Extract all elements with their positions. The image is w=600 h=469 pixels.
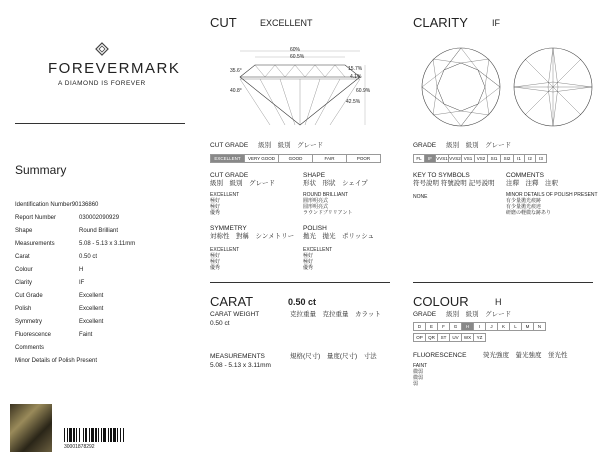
scale-cell: FAIR	[312, 154, 347, 163]
cut-grade-scale	[210, 154, 380, 163]
cutgrade-values: EXCELLENT 極好 極好 優秀	[210, 192, 240, 216]
cut-grade-label: CUT GRADE 級別 級別 グレード	[210, 142, 324, 149]
scale-cell: VVS1	[436, 156, 448, 161]
clarity-grade-scale	[413, 154, 546, 163]
cutgrade-label: CUT GRADE	[210, 172, 249, 179]
clarity-grade-label: GRADE 級別 級別 グレード	[413, 142, 512, 149]
clarity-title: CLARITY	[413, 15, 468, 30]
summary-value: 030002090929	[79, 215, 120, 221]
brand-logo-icon	[95, 42, 109, 61]
summary-value: Excellent	[79, 306, 104, 312]
fluorescence-values: FAINT 微弱 微弱 弱	[413, 363, 428, 387]
scale-cell: G	[449, 322, 462, 331]
summary-key: Shape	[15, 228, 33, 234]
summary-row	[15, 277, 185, 290]
shape-values: ROUND BRILLIANT 圓形明亮式 圆形明亮式 ラウンドブリリアント	[303, 192, 353, 216]
scale-cell: YZ	[473, 333, 486, 342]
scale-cell: H	[461, 322, 474, 331]
symmetry-label: SYMMETRY	[210, 225, 247, 232]
carat-weight-jp: 克拉重量 克拉重量 カラット	[290, 311, 381, 318]
prop-depth: 60.9%	[356, 88, 371, 94]
summary-row	[15, 355, 185, 368]
scale-cell: QR	[425, 333, 438, 342]
polish-jp: 拋光 拋光 ポリッシュ	[303, 233, 375, 240]
summary-row	[15, 290, 185, 303]
summary-row	[15, 238, 185, 251]
carat-weight-value: 0.50 ct	[210, 320, 230, 327]
scale-cell: ST	[437, 333, 450, 342]
clarity-value: IF	[492, 18, 500, 28]
summary-value: Round Brilliant	[79, 228, 119, 234]
scale-cell: D	[413, 322, 426, 331]
summary-value: Faint	[79, 332, 93, 338]
scale-cell: J	[485, 322, 498, 331]
measurements-value: 5.08 - 5.13 x 3.11mm	[210, 362, 271, 369]
scale-cell: F	[437, 322, 450, 331]
diamond-pavilion-plot	[512, 46, 594, 128]
scale-cell: SI1	[487, 154, 501, 163]
divider	[15, 123, 185, 124]
comments-value: MINOR DETAILS OF POLISH PRESENT 有少量拋光痕跡 有少量拋光痕迹 研磨の軽微な跡あり	[506, 192, 598, 216]
scale-cell: L	[509, 322, 522, 331]
colour-value: H	[495, 297, 502, 307]
barcode-number: 30001878292	[64, 444, 95, 450]
colour-title: COLOUR	[413, 294, 469, 309]
summary-value: Excellent	[79, 319, 104, 325]
key-label: KEY TO SYMBOLS	[413, 172, 470, 179]
summary-value: 0.50 ct	[79, 254, 98, 260]
scale-cell: VERY GOOD	[244, 154, 279, 163]
shape-jp: 形状 形狀 シェイプ	[303, 180, 368, 187]
summary-key: Identification Number	[15, 202, 72, 208]
scale-cell: OP	[413, 333, 426, 342]
brand-name: FOREVERMARK	[48, 60, 181, 77]
scale-cell: VS2	[474, 154, 488, 163]
thumbnail-image	[10, 404, 52, 452]
scale-cell: IF	[424, 154, 436, 163]
symmetry-values: EXCELLENT 極好 極好 優秀	[210, 247, 240, 271]
summary-key: Polish	[15, 306, 32, 312]
summary-key: Fluorescence	[15, 332, 52, 338]
scale-cell: I	[473, 322, 486, 331]
summary-value: 90136860	[71, 202, 99, 208]
colour-grade-scale	[413, 322, 545, 331]
prop-left2: 40.8°	[230, 88, 242, 94]
carat-title: CARAT	[210, 294, 254, 309]
cutgrade-jp: 級別 級別 グレード	[210, 180, 275, 187]
summary-key: Minor Details of Polish Present	[15, 358, 98, 364]
summary-key: Cut Grade	[15, 293, 43, 299]
scale-cell: VS1	[461, 154, 475, 163]
polish-label: POLISH	[303, 225, 327, 232]
cut-title: CUT	[210, 15, 237, 30]
summary-row	[15, 264, 185, 277]
diamond-crown-plot	[420, 46, 502, 128]
scale-cell: SI2	[500, 154, 514, 163]
summary-key: Clarity	[15, 280, 33, 286]
scale-cell: WX	[461, 333, 474, 342]
summary-row	[15, 212, 185, 225]
summary-table	[15, 199, 185, 368]
scale-cell: K	[497, 322, 510, 331]
shape-label: SHAPE	[303, 172, 326, 179]
scale-cell: E	[425, 322, 438, 331]
key-jp: 符号說明 符號說明 記号説明	[413, 180, 495, 187]
prop-table: 60.5%	[290, 54, 305, 60]
summary-row	[15, 342, 185, 355]
scale-cell: VVS2	[449, 156, 461, 161]
brand-tagline: A DIAMOND IS FOREVER	[58, 80, 146, 87]
scale-cell: I3	[535, 154, 547, 163]
symmetry-jp: 対称性 對稱 シンメトリー	[210, 233, 295, 240]
summary-value: 5.08 - 5.13 x 3.11mm	[79, 241, 136, 247]
measurements-jp: 規格(尺寸) 量度(尺寸) 寸法	[290, 353, 377, 360]
scale-cell: N	[533, 322, 546, 331]
divider	[413, 282, 593, 283]
scale-cell: GOOD	[278, 154, 313, 163]
prop-left: 35.6°	[230, 68, 242, 74]
summary-key: Measurements	[15, 241, 55, 247]
scale-cell: M	[521, 322, 534, 331]
summary-key: Colour	[15, 267, 33, 273]
divider	[210, 282, 390, 283]
summary-title: Summary	[15, 163, 67, 177]
summary-row	[15, 225, 185, 238]
summary-row	[15, 251, 185, 264]
fluorescence-label: FLUORESCENCE	[413, 352, 467, 359]
colour-grade-scale-2	[413, 333, 485, 342]
scale-cell: I2	[524, 154, 536, 163]
scale-cell: I1	[513, 154, 525, 163]
prop-right1: 15.7%	[348, 66, 363, 72]
summary-key: Report Number	[15, 215, 57, 221]
polish-values: EXCELLENT 極好 極好 優秀	[303, 247, 333, 271]
key-value: NONE	[413, 194, 428, 200]
summary-value: Excellent	[79, 293, 104, 299]
summary-value: H	[79, 267, 84, 273]
summary-row	[15, 329, 185, 342]
summary-key: Carat	[15, 254, 30, 260]
comments-label: COMMENTS	[506, 172, 544, 179]
summary-key: Symmetry	[15, 319, 42, 325]
scale-cell: POOR	[346, 154, 381, 163]
scale-cell: UV	[449, 333, 462, 342]
summary-row	[15, 316, 185, 329]
prop-right3: 42.5%	[346, 99, 361, 105]
prop-right2: 4.1%	[350, 74, 362, 80]
carat-weight-label: CARAT WEIGHT	[210, 311, 260, 318]
prop-top: 60%	[290, 47, 301, 53]
comments-jp: 注釋 注釋 注釈	[506, 180, 558, 187]
summary-value: IF	[79, 280, 85, 286]
measurements-label: MEASUREMENTS	[210, 353, 265, 360]
carat-value: 0.50 ct	[288, 297, 317, 307]
summary-row	[15, 303, 185, 316]
summary-key: Comments	[15, 345, 45, 351]
scale-cell: EXCELLENT	[210, 154, 245, 163]
fluorescence-jp: 熒光強度 螢光強度 蛍光性	[483, 352, 568, 359]
colour-grade-label: GRADE 級別 級別 グレード	[413, 311, 512, 318]
barcode	[64, 428, 184, 442]
scale-cell: FL	[413, 154, 425, 163]
summary-row	[15, 199, 185, 212]
cut-value: EXCELLENT	[260, 18, 313, 28]
barcode-bar	[124, 428, 125, 442]
